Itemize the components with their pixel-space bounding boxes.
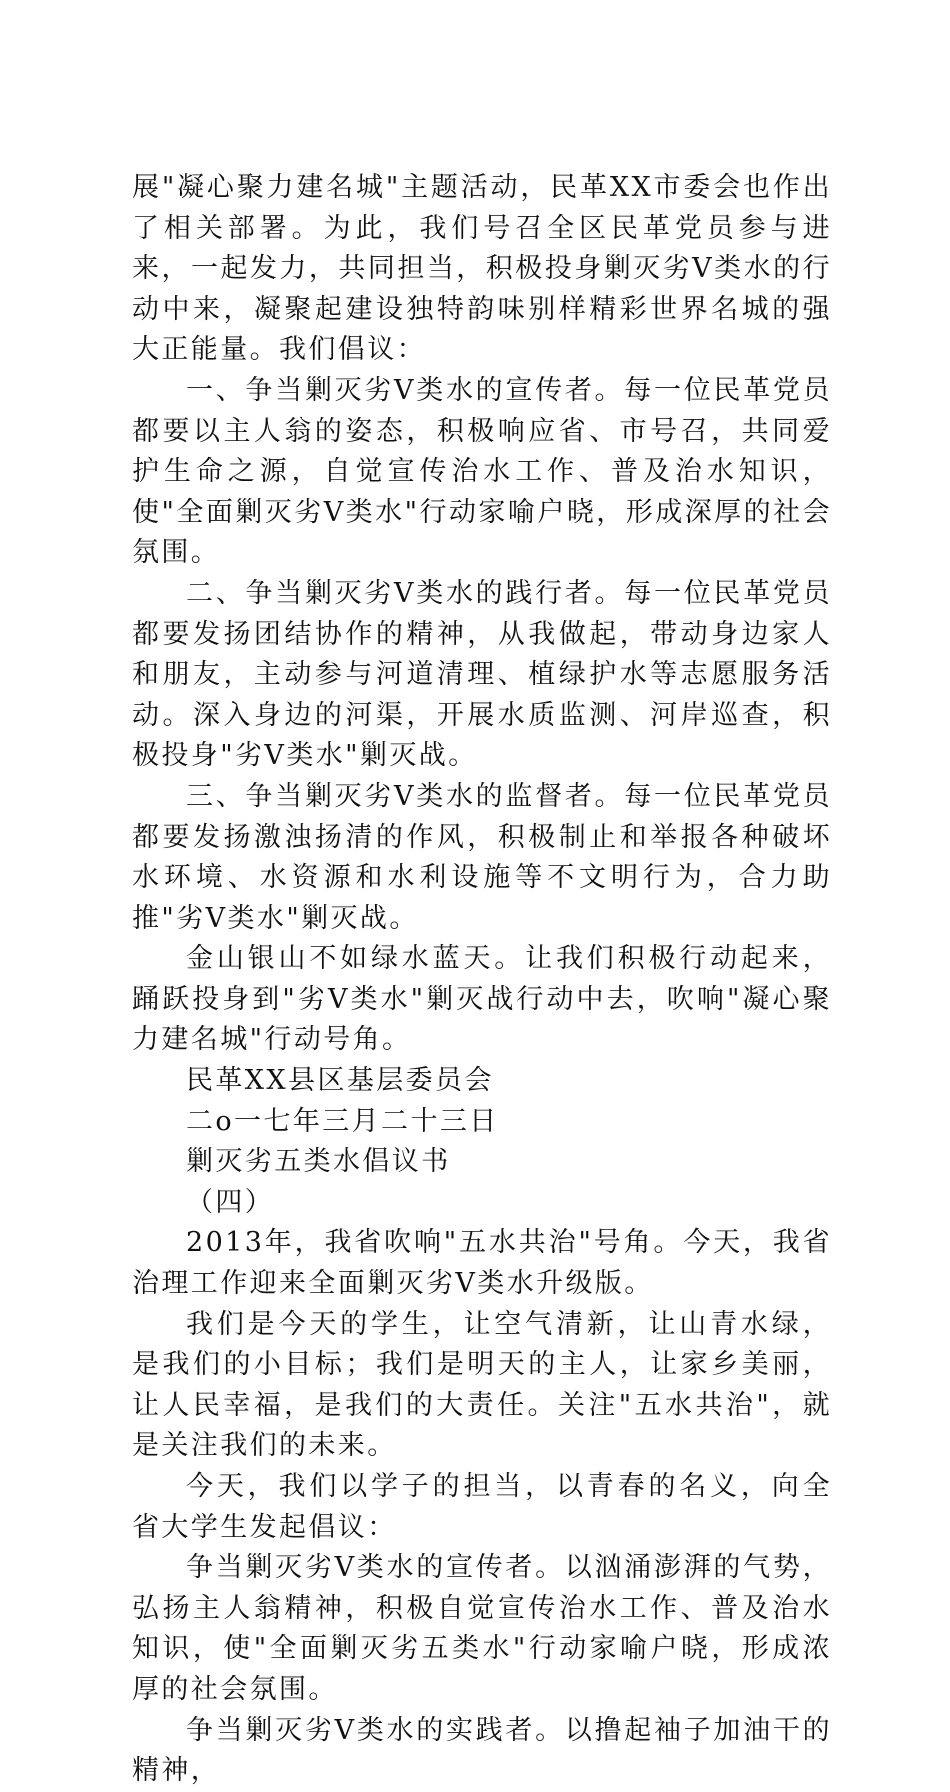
paragraph-student-publicity: 争当剿灭劣Ⅴ类水的宣传者。以汹涌澎湃的气势，弘扬主人翁精神，积极自觉宣传治水工作、普及治水知识，使"全面剿灭劣五类水"行动家喻户晓，形成浓厚的社会氛围。 (132, 1552, 832, 1705)
paragraph-continuation: 展"凝心聚力建名城"主题活动，民革XX市委会也作出了相关部署。为此，我们号召全区民革党员参与进来，一起发力，共同担当，积极投身剿灭劣Ⅴ类水的行动中来，凝聚起建设独特韵味别样精彩世界名城的强大正能量。我们倡议： (132, 172, 832, 366)
paragraph-students: 我们是今天的学生，让空气清新，让山青水绿，是我们的小目标；我们是明天的主人，让家乡美丽，让人民幸福，是我们的大责任。关注"五水共治"，就是关注我们的未来。 (132, 1308, 832, 1462)
paragraph-student-practice: 争当剿灭劣Ⅴ类水的实践者。以撸起袖子加油干的精神， (132, 1714, 832, 1787)
paragraph-proposal-publicity: 一、争当剿灭劣Ⅴ类水的宣传者。每一位民革党员都要以主人翁的姿态，积极响应省、市号召，共同爱护生命之源，自觉宣传治水工作、普及治水知识，使"全面剿灭劣Ⅴ类水"行动家喻户晓，形成深厚的社会氛围。 (132, 374, 832, 569)
paragraph-closing-call: 金山银山不如绿水蓝天。让我们积极行动起来，踊跃投身到"劣Ⅴ类水"剿灭战行动中去，吹响"凝心聚力建名城"行动号角。 (132, 943, 832, 1056)
document-body (132, 168, 832, 1792)
section-number: （四） (186, 1186, 275, 1218)
paragraph-intro: 2013年，我省吹响"五水共治"号角。今天，我省治理工作迎来全面剿灭劣Ⅴ类水升级版。 (132, 1227, 832, 1300)
section-title: 剿灭劣五类水倡议书 (186, 1146, 451, 1178)
signature-organization: 民革XX县区基层委员会 (186, 1065, 494, 1097)
paragraph-proposal-practice: 二、争当剿灭劣Ⅴ类水的践行者。每一位民革党员都要发扬团结协作的精神，从我做起，带动身边家人和朋友，主动参与河道清理、植绿护水等志愿服务活动。深入身边的河渠，开展水质监测、河岸巡查，积极投身"劣Ⅴ类水"剿灭战。 (132, 577, 832, 772)
paragraph-proposal-supervision: 三、争当剿灭劣Ⅴ类水的监督者。每一位民革党员都要发扬激浊扬清的作风，积极制止和举报各种破坏水环境、水资源和水利设施等不文明行为，合力助推"劣Ⅴ类水"剿灭战。 (132, 780, 832, 934)
paragraph-initiative: 今天，我们以学子的担当，以青春的名义，向全省大学生发起倡议： (132, 1471, 832, 1543)
signature-date: 二o一七年三月二十三日 (186, 1105, 499, 1137)
